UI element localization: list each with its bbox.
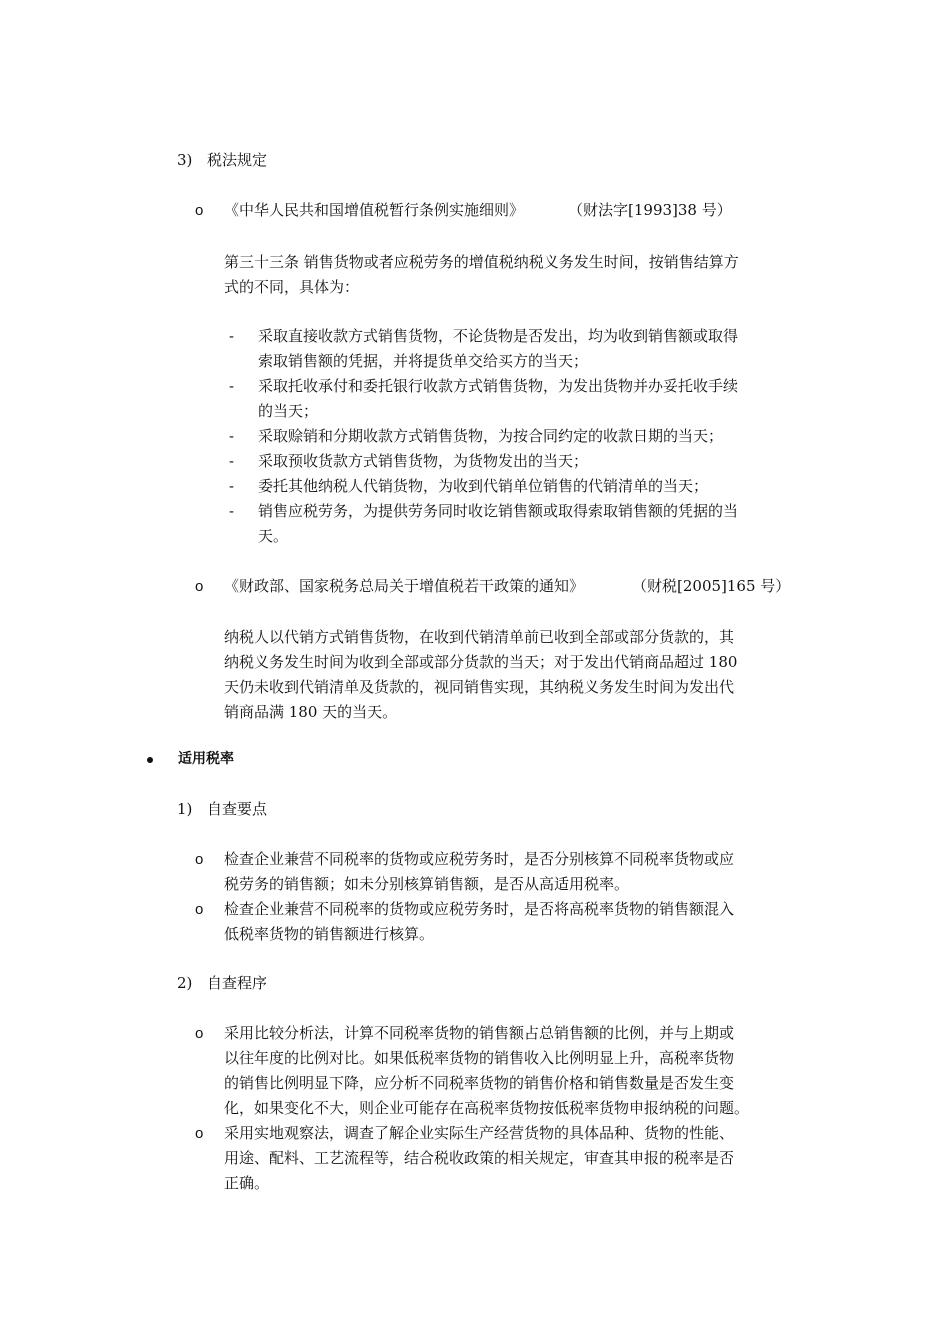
check-procedure-number: 2) — [177, 974, 193, 992]
law-2-body-line-3: 天仍未收到代销清单及货款的，视同销售实现，其纳税义务发生时间为发出代 — [224, 678, 735, 696]
procedure-1-line-1: 采用比较分析法，计算不同税率货物的销售额占总销售额的比例，并与上期或 — [224, 1024, 735, 1042]
law-1-item-1-line-2: 索取销售额的凭据，并将提货单交给买方的当天； — [258, 352, 589, 370]
check-points-number: 1) — [177, 800, 193, 818]
dash-marker: - — [229, 478, 234, 495]
law-2-title: 《财政部、国家税务总局关于增值税若干政策的通知》 — [224, 577, 585, 595]
procedure-1-line-4: 化，如果变化不大，则企业可能存在高税率货物按低税率货物申报纳税的问题。 — [224, 1099, 750, 1117]
section-3-number: 3) — [177, 151, 193, 169]
procedure-1-line-2: 以往年度的比例对比。如果低税率货物的销售收入比例明显上升，高税率货物 — [224, 1049, 735, 1067]
law-1-item-4-line-1: 采取预收货款方式销售货物，为货物发出的当天； — [258, 452, 589, 470]
check-point-1-line-2: 税劳务的销售额；如未分别核算销售额，是否从高适用税率。 — [224, 875, 630, 893]
dash-marker: - — [229, 428, 234, 445]
law-2-body-line-4: 销商品满 180 天的当天。 — [224, 703, 398, 721]
check-points-title: 自查要点 — [207, 800, 268, 818]
law-1-item-5-line-1: 委托其他纳税人代销货物，为收到代销单位销售的代销清单的当天； — [258, 477, 709, 495]
check-point-1-line-1: 检查企业兼营不同税率的货物或应税劳务时，是否分别核算不同税率货物或应 — [224, 850, 735, 868]
topic-title: 适用税率 — [178, 751, 234, 767]
law-1-item-6-line-1: 销售应税劳务，为提供劳务同时收讫销售额或取得索取销售额的凭据的当 — [258, 502, 739, 520]
law-1-article-line-1: 第三十三条 销售货物或者应税劳务的增值税纳税义务发生时间，按销售结算方 — [224, 253, 739, 271]
law-2-ref: （财税[2005]165 号） — [632, 577, 791, 595]
law-1-item-2-line-1: 采取托收承付和委托银行收款方式销售货物，为发出货物并办妥托收手续 — [258, 377, 739, 395]
dash-marker: - — [229, 378, 234, 395]
list-marker-o: o — [195, 1025, 204, 1042]
bullet-dot-icon — [147, 757, 153, 763]
check-point-2-line-1: 检查企业兼营不同税率的货物或应税劳务时，是否将高税率货物的销售额混入 — [224, 900, 735, 918]
procedure-2-line-2: 用途、配料、工艺流程等，结合税收政策的相关规定，审查其申报的税率是否 — [224, 1149, 735, 1167]
law-1-article-line-2: 式的不同，具体为： — [224, 278, 360, 296]
law-1-title: 《中华人民共和国增值税暂行条例实施细则》 — [224, 201, 525, 219]
dash-marker: - — [229, 328, 234, 345]
law-1-item-1-line-1: 采取直接收款方式销售货物，不论货物是否发出，均为收到销售额或取得 — [258, 327, 739, 345]
law-1-marker: o — [195, 202, 204, 219]
law-1-ref: （财法字[1993]38 号） — [568, 201, 732, 219]
procedure-2-line-1: 采用实地观察法，调查了解企业实际生产经营货物的具体品种、货物的性能、 — [224, 1124, 735, 1142]
section-3-title: 税法规定 — [207, 151, 268, 169]
law-1-item-3-line-1: 采取赊销和分期收款方式销售货物，为按合同约定的收款日期的当天； — [258, 427, 724, 445]
list-marker-o: o — [195, 901, 204, 918]
check-point-2-line-2: 低税率货物的销售额进行核算。 — [224, 925, 435, 943]
dash-marker: - — [229, 503, 234, 520]
dash-marker: - — [229, 453, 234, 470]
procedure-2-line-3: 正确。 — [224, 1174, 270, 1192]
law-1-item-2-line-2: 的当天； — [258, 402, 319, 420]
check-procedure-title: 自查程序 — [207, 974, 268, 992]
law-2-body-line-2: 纳税义务发生时间为收到全部或部分货款的当天；对于发出代销商品超过 180 — [224, 653, 738, 671]
law-2-body-line-1: 纳税人以代销方式销售货物，在收到代销清单前已收到全部或部分货款的，其 — [224, 628, 735, 646]
law-1-item-6-line-2: 天。 — [258, 527, 289, 545]
law-2-marker: o — [195, 578, 204, 595]
procedure-1-line-3: 的销售比例明显下降，应分析不同税率货物的销售价格和销售数量是否发生变 — [224, 1074, 735, 1092]
list-marker-o: o — [195, 851, 204, 868]
list-marker-o: o — [195, 1125, 204, 1142]
